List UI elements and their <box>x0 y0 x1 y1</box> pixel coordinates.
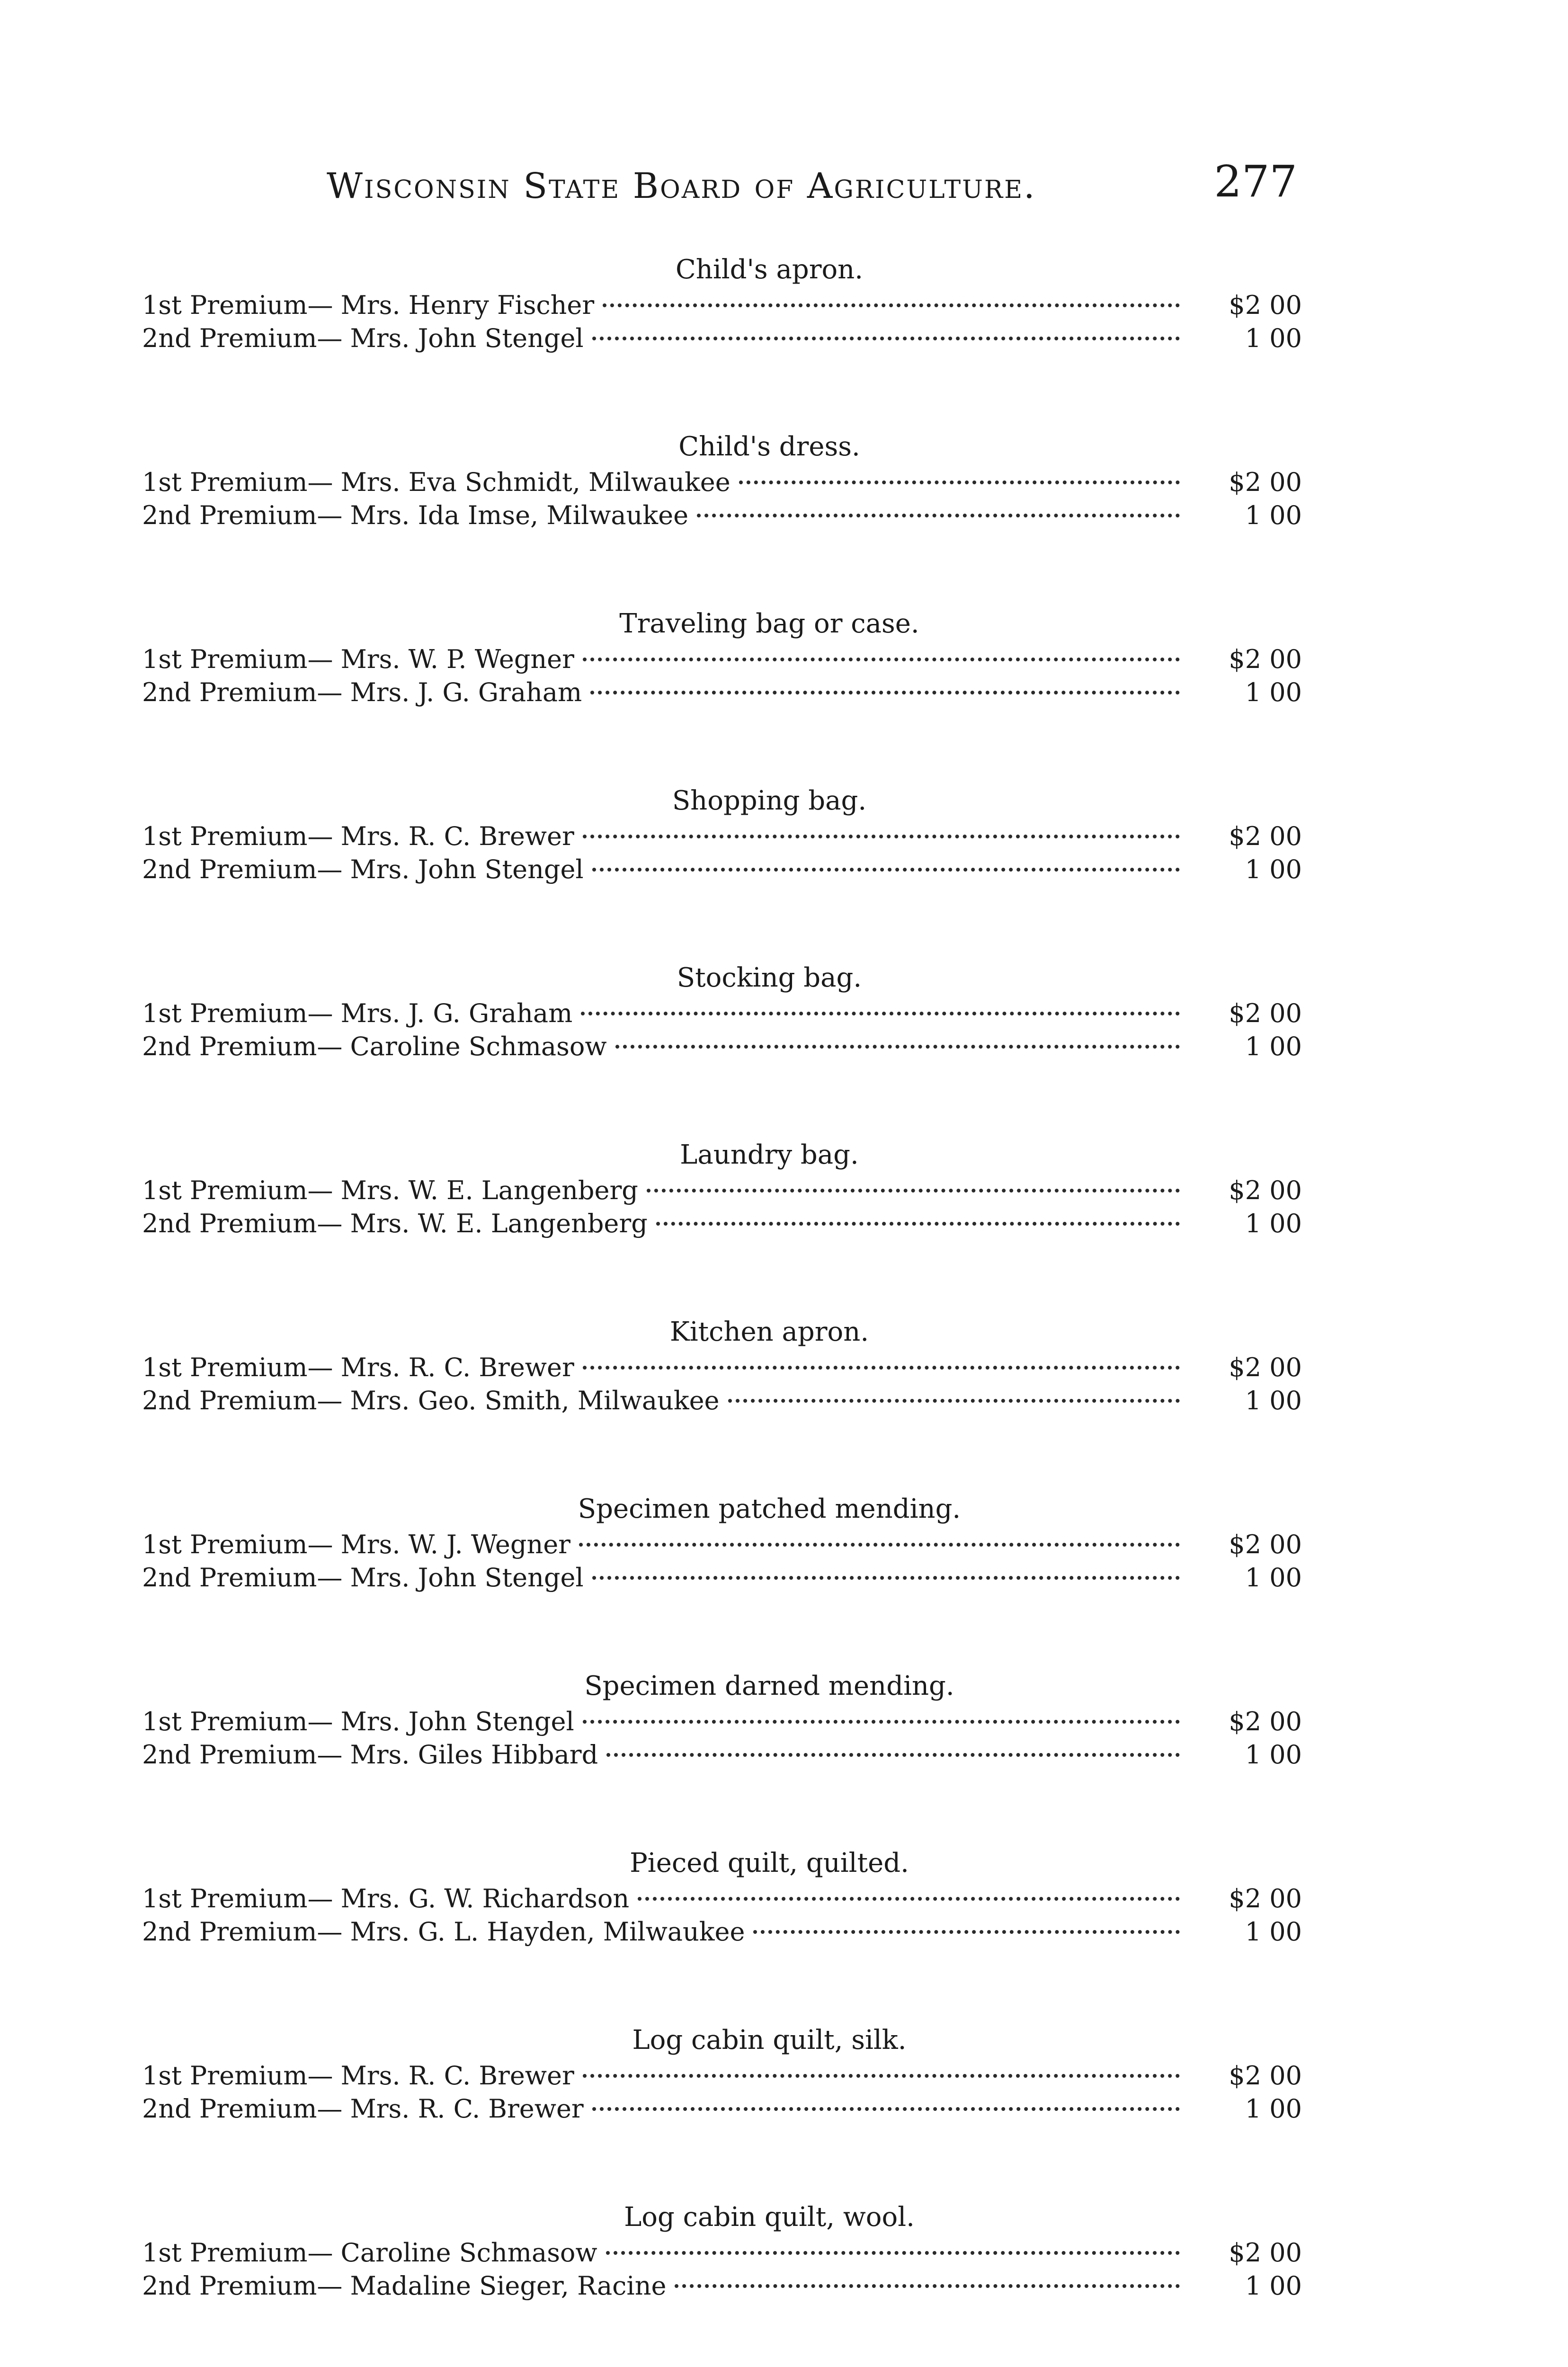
premium-section <box>142 1667 1302 1844</box>
premium-place: 1st Premium— <box>142 2061 333 2091</box>
premium-place: 1st Premium— <box>142 290 333 320</box>
premium-section <box>142 2198 1302 2367</box>
prize-amount: 1 00 <box>1245 1563 1302 1593</box>
prize-amount: $2 00 <box>1229 1175 1302 1205</box>
page-header <box>327 156 1297 218</box>
page-number: 277 <box>1214 156 1297 207</box>
premium-section <box>142 1844 1302 2021</box>
dot-leader <box>590 691 1180 694</box>
winner-name: Mrs. W. E. Langenberg <box>350 1209 648 1238</box>
premium-place: 1st Premium— <box>142 1884 333 1913</box>
premium-place: 1st Premium— <box>142 644 333 674</box>
premium-entry <box>142 2269 1302 2303</box>
winner-name: Mrs. Giles Hibbard <box>350 1740 598 1770</box>
dot-leader <box>728 1399 1180 1403</box>
winner-name: Madaline Sieger, Racine <box>350 2271 667 2301</box>
prize-amount: 1 00 <box>1245 677 1302 707</box>
premium-place: 2nd Premium— <box>142 500 343 530</box>
winner-name: Mrs. R. C. Brewer <box>340 821 574 851</box>
premium-entry <box>142 1561 1302 1594</box>
dot-leader <box>579 1543 1180 1547</box>
winner-name: Mrs. G. W. Richardson <box>340 1884 630 1913</box>
prize-amount: $2 00 <box>1229 2061 1302 2091</box>
dot-leader <box>675 2284 1180 2288</box>
prize-amount: $2 00 <box>1229 821 1302 851</box>
prize-amount: 1 00 <box>1245 1740 1302 1770</box>
section-title: Kitchen apron. <box>669 1317 869 1347</box>
running-title: Wisconsin State Board of Agriculture. <box>327 166 1036 206</box>
winner-name: Mrs. John Stengel <box>350 323 584 353</box>
premium-entry <box>142 466 1302 499</box>
premium-entry <box>142 322 1302 355</box>
dot-leader <box>583 658 1180 661</box>
section-title: Log cabin quilt, wool. <box>624 2202 915 2233</box>
dot-leader <box>603 303 1180 307</box>
prize-amount: 1 00 <box>1245 2094 1302 2124</box>
premium-entry <box>142 1174 1302 1207</box>
prize-amount: $2 00 <box>1229 1353 1302 1382</box>
prize-amount: $2 00 <box>1229 1530 1302 1559</box>
premium-place: 1st Premium— <box>142 998 333 1028</box>
winner-name: Mrs. Henry Fischer <box>340 290 595 320</box>
dot-leader <box>583 2074 1180 2078</box>
dot-leader <box>581 1012 1180 1015</box>
premium-place: 1st Premium— <box>142 821 333 851</box>
premium-section <box>142 959 1302 1136</box>
section-title: Specimen patched mending. <box>578 1494 961 1524</box>
prize-amount: $2 00 <box>1229 644 1302 674</box>
section-title: Log cabin quilt, silk. <box>632 2025 907 2056</box>
premium-entry <box>142 643 1302 676</box>
premium-place: 2nd Premium— <box>142 677 343 707</box>
section-title: Pieced quilt, quilted. <box>630 1848 909 1878</box>
premium-entry <box>142 997 1302 1030</box>
dot-leader <box>647 1189 1180 1192</box>
premium-entry <box>142 1528 1302 1561</box>
premium-section <box>142 428 1302 605</box>
winner-name: Caroline Schmasow <box>340 2238 597 2268</box>
prize-amount: $2 00 <box>1229 1884 1302 1913</box>
dot-leader <box>592 337 1180 340</box>
dot-leader <box>697 514 1180 517</box>
premium-place: 1st Premium— <box>142 1353 333 1382</box>
winner-name: Mrs. John Stengel <box>340 1707 574 1736</box>
premium-entry <box>142 499 1302 532</box>
premium-entry <box>142 853 1302 886</box>
winner-name: Mrs. John Stengel <box>350 1563 584 1593</box>
premium-section <box>142 251 1302 428</box>
winner-name: Mrs. J. G. Graham <box>350 677 582 707</box>
dot-leader <box>656 1222 1180 1226</box>
section-title: Laundry bag. <box>680 1139 859 1170</box>
premium-place: 1st Premium— <box>142 1707 333 1736</box>
winner-name: Mrs. R. C. Brewer <box>350 2094 584 2124</box>
winner-name: Mrs. Ida Imse, Milwaukee <box>350 500 689 530</box>
premium-place: 2nd Premium— <box>142 1917 343 1947</box>
premium-place: 2nd Premium— <box>142 1209 343 1238</box>
prize-amount: 1 00 <box>1245 1032 1302 1061</box>
winner-name: Mrs. Eva Schmidt, Milwaukee <box>340 467 731 497</box>
premium-section <box>142 605 1302 782</box>
prize-amount: $2 00 <box>1229 2238 1302 2268</box>
section-title: Child's apron. <box>675 254 864 285</box>
dot-leader <box>592 868 1180 872</box>
winner-name: Mrs. R. C. Brewer <box>340 2061 574 2091</box>
premium-section <box>142 2021 1302 2198</box>
premium-entry <box>142 1030 1302 1063</box>
premium-entry <box>142 1882 1302 1915</box>
premium-entry <box>142 2236 1302 2269</box>
premium-section <box>142 1490 1302 1667</box>
dot-leader <box>606 2251 1180 2255</box>
section-title: Stocking bag. <box>677 962 862 993</box>
prize-amount: $2 00 <box>1229 998 1302 1028</box>
premium-entry <box>142 1705 1302 1738</box>
premium-entry <box>142 1351 1302 1384</box>
premium-list <box>142 251 1302 2367</box>
winner-name: Mrs. W. J. Wegner <box>340 1530 570 1559</box>
premium-entry <box>142 1738 1302 1771</box>
prize-amount: 1 00 <box>1245 500 1302 530</box>
premium-section <box>142 782 1302 959</box>
prize-amount: 1 00 <box>1245 1917 1302 1947</box>
prize-amount: $2 00 <box>1229 467 1302 497</box>
prize-amount: $2 00 <box>1229 1707 1302 1736</box>
premium-place: 2nd Premium— <box>142 1032 343 1061</box>
section-title: Traveling bag or case. <box>619 608 919 639</box>
premium-entry <box>142 1384 1302 1417</box>
premium-entry <box>142 2092 1302 2126</box>
dot-leader <box>753 1930 1180 1934</box>
prize-amount: 1 00 <box>1245 1386 1302 1415</box>
premium-place: 2nd Premium— <box>142 2094 343 2124</box>
prize-amount: $2 00 <box>1229 290 1302 320</box>
premium-place: 1st Premium— <box>142 1175 333 1205</box>
premium-entry <box>142 1915 1302 1949</box>
premium-place: 1st Premium— <box>142 467 333 497</box>
premium-entry <box>142 820 1302 853</box>
premium-section <box>142 1313 1302 1490</box>
dot-leader <box>583 1720 1180 1724</box>
premium-place: 2nd Premium— <box>142 1740 343 1770</box>
winner-name: Mrs. G. L. Hayden, Milwaukee <box>350 1917 745 1947</box>
dot-leader <box>615 1045 1180 1049</box>
dot-leader <box>583 835 1180 838</box>
premium-entry <box>142 676 1302 709</box>
premium-place: 2nd Premium— <box>142 854 343 884</box>
premium-place: 2nd Premium— <box>142 323 343 353</box>
winner-name: Mrs. W. P. Wegner <box>340 644 574 674</box>
dot-leader <box>606 1753 1180 1757</box>
winner-name: Mrs. R. C. Brewer <box>340 1353 574 1382</box>
premium-place: 2nd Premium— <box>142 1386 343 1415</box>
dot-leader <box>739 481 1180 484</box>
dot-leader <box>583 1366 1180 1370</box>
premium-entry <box>142 289 1302 322</box>
premium-place: 1st Premium— <box>142 2238 333 2268</box>
premium-entry <box>142 1207 1302 1240</box>
section-title: Specimen darned mending. <box>584 1671 954 1701</box>
premium-section <box>142 1136 1302 1313</box>
winner-name: Caroline Schmasow <box>350 1032 607 1061</box>
prize-amount: 1 00 <box>1245 1209 1302 1238</box>
prize-amount: 1 00 <box>1245 854 1302 884</box>
premium-place: 2nd Premium— <box>142 2271 343 2301</box>
premium-place: 2nd Premium— <box>142 1563 343 1593</box>
dot-leader <box>592 2107 1180 2111</box>
winner-name: Mrs. John Stengel <box>350 854 584 884</box>
prize-amount: 1 00 <box>1245 2271 1302 2301</box>
winner-name: Mrs. Geo. Smith, Milwaukee <box>350 1386 720 1415</box>
premium-entry <box>142 2059 1302 2092</box>
premium-place: 1st Premium— <box>142 1530 333 1559</box>
section-title: Child's dress. <box>678 431 860 462</box>
winner-name: Mrs. W. E. Langenberg <box>340 1175 638 1205</box>
section-title: Shopping bag. <box>672 785 867 816</box>
dot-leader <box>638 1897 1180 1901</box>
dot-leader <box>592 1576 1180 1580</box>
winner-name: Mrs. J. G. Graham <box>340 998 573 1028</box>
prize-amount: 1 00 <box>1245 323 1302 353</box>
